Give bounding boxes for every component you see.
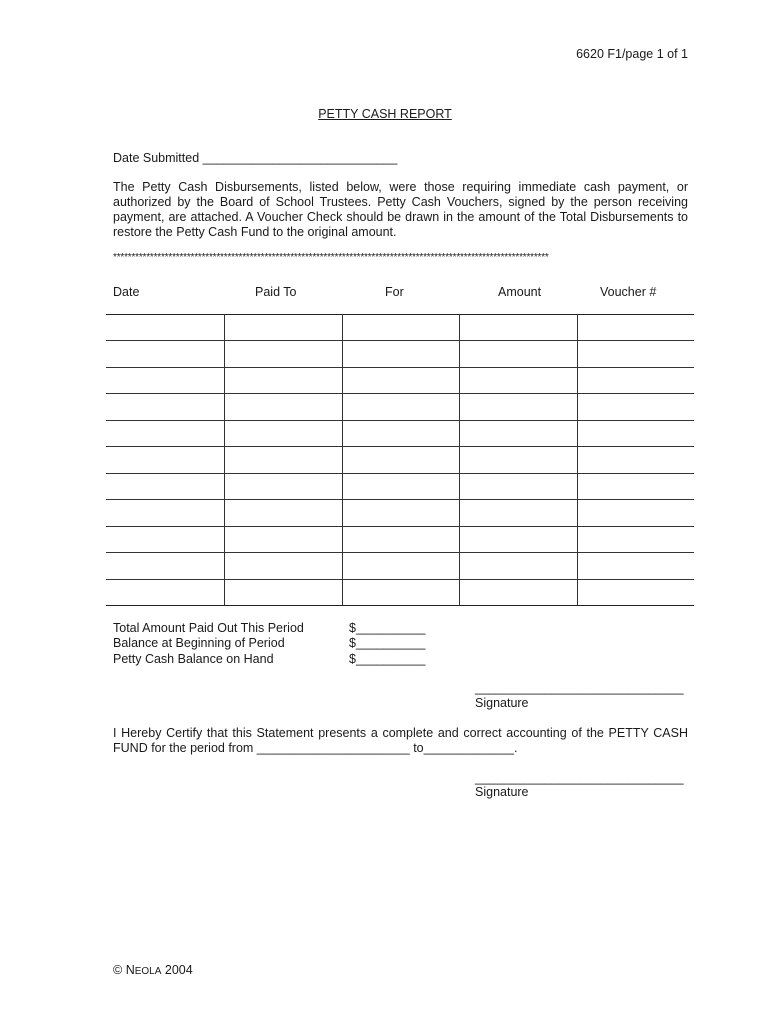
table-cell[interactable]	[577, 553, 694, 579]
balance-begin-field: $__________	[349, 636, 426, 650]
table-cell[interactable]	[106, 553, 224, 579]
table-cell[interactable]	[106, 315, 224, 341]
table-cell[interactable]	[577, 526, 694, 552]
column-header-paid-to: Paid To	[255, 285, 297, 299]
table-cell[interactable]	[342, 526, 459, 552]
column-header-for: For	[385, 285, 404, 299]
signature-line-1: ______________________________	[475, 681, 684, 695]
table-row	[106, 367, 694, 393]
table-row	[106, 315, 694, 341]
table-cell[interactable]	[106, 341, 224, 367]
table-row	[106, 447, 694, 473]
disbursement-table	[106, 314, 694, 606]
date-submitted-field: Date Submitted ____________________________	[113, 151, 398, 165]
table-cell[interactable]	[342, 500, 459, 526]
table-cell[interactable]	[459, 420, 577, 446]
table-cell[interactable]	[459, 579, 577, 605]
table-row	[106, 526, 694, 552]
table-cell[interactable]	[106, 394, 224, 420]
table-cell[interactable]	[106, 420, 224, 446]
table-cell[interactable]	[342, 394, 459, 420]
table-cell[interactable]	[106, 367, 224, 393]
footer-brand-rest: EOLA	[134, 966, 162, 977]
table-row	[106, 579, 694, 605]
table-cell[interactable]	[106, 473, 224, 499]
total-paid-label: Total Amount Paid Out This Period	[113, 621, 304, 635]
table-row	[106, 473, 694, 499]
table-cell[interactable]	[342, 315, 459, 341]
table-cell[interactable]	[342, 553, 459, 579]
table-cell[interactable]	[342, 367, 459, 393]
table-cell[interactable]	[577, 579, 694, 605]
table-cell[interactable]	[577, 473, 694, 499]
certification-paragraph: I Hereby Certify that this Statement presents a complete and correct accounting of the PETTY CASH FUND for the period from ______________________ to_____________.	[113, 726, 688, 755]
balance-hand-field: $__________	[349, 652, 426, 666]
table-cell[interactable]	[224, 447, 342, 473]
table-cell[interactable]	[459, 315, 577, 341]
table-cell[interactable]	[577, 341, 694, 367]
table-cell[interactable]	[342, 420, 459, 446]
copyright-symbol: ©	[113, 963, 123, 977]
table-cell[interactable]	[342, 579, 459, 605]
footer-year: 2004	[164, 963, 193, 977]
footer-brand-initial: N	[125, 963, 135, 977]
table-cell[interactable]	[224, 579, 342, 605]
table-cell[interactable]	[459, 553, 577, 579]
table-cell[interactable]	[459, 526, 577, 552]
table-cell[interactable]	[577, 394, 694, 420]
signature-line-2: ______________________________	[475, 771, 684, 785]
table-cell[interactable]	[577, 367, 694, 393]
table-cell[interactable]	[106, 500, 224, 526]
table-cell[interactable]	[577, 500, 694, 526]
table-cell[interactable]	[224, 315, 342, 341]
table-cell[interactable]	[224, 553, 342, 579]
signature-label-1: Signature	[475, 696, 529, 710]
page-title: PETTY CASH REPORT	[318, 107, 452, 121]
table-cell[interactable]	[459, 394, 577, 420]
balance-hand-label: Petty Cash Balance on Hand	[113, 652, 274, 666]
table-row	[106, 553, 694, 579]
table-cell[interactable]	[342, 447, 459, 473]
table-cell[interactable]	[106, 526, 224, 552]
column-header-voucher: Voucher #	[600, 285, 657, 299]
signature-label-2: Signature	[475, 785, 529, 799]
table-cell[interactable]	[224, 420, 342, 446]
table-cell[interactable]	[342, 341, 459, 367]
intro-paragraph: The Petty Cash Disbursements, listed below, were those requiring immediate cash payment, or authorized by the Board of School Trustees. Petty Cash Vouchers, signed by the person receiving payment, are attached. A Voucher Check should be drawn in the amount of the Total Disbursements to restore the Petty Cash Fund to the original amount.	[113, 180, 688, 239]
form-number: 6620 F1/page 1 of 1	[576, 47, 688, 61]
copyright-footer	[113, 963, 193, 977]
table-cell[interactable]	[459, 447, 577, 473]
table-row	[106, 420, 694, 446]
table-cell[interactable]	[224, 473, 342, 499]
table-cell[interactable]	[459, 341, 577, 367]
table-cell[interactable]	[106, 579, 224, 605]
table-cell[interactable]	[342, 473, 459, 499]
column-header-date: Date	[113, 285, 140, 299]
table-cell[interactable]	[106, 447, 224, 473]
column-header-amount: Amount	[498, 285, 542, 299]
total-paid-field: $__________	[349, 621, 426, 635]
table-cell[interactable]	[459, 500, 577, 526]
table-cell[interactable]	[577, 420, 694, 446]
table-cell[interactable]	[577, 447, 694, 473]
table-row	[106, 341, 694, 367]
table-cell[interactable]	[224, 500, 342, 526]
table-cell[interactable]	[224, 367, 342, 393]
table-row	[106, 394, 694, 420]
table-cell[interactable]	[577, 315, 694, 341]
table-cell[interactable]	[224, 526, 342, 552]
table-cell[interactable]	[224, 341, 342, 367]
table-cell[interactable]	[224, 394, 342, 420]
table-cell[interactable]	[459, 367, 577, 393]
balance-begin-label: Balance at Beginning of Period	[113, 636, 285, 650]
separator-line: **********************************************************************************************************************	[113, 252, 549, 263]
table-row	[106, 500, 694, 526]
table-cell[interactable]	[459, 473, 577, 499]
